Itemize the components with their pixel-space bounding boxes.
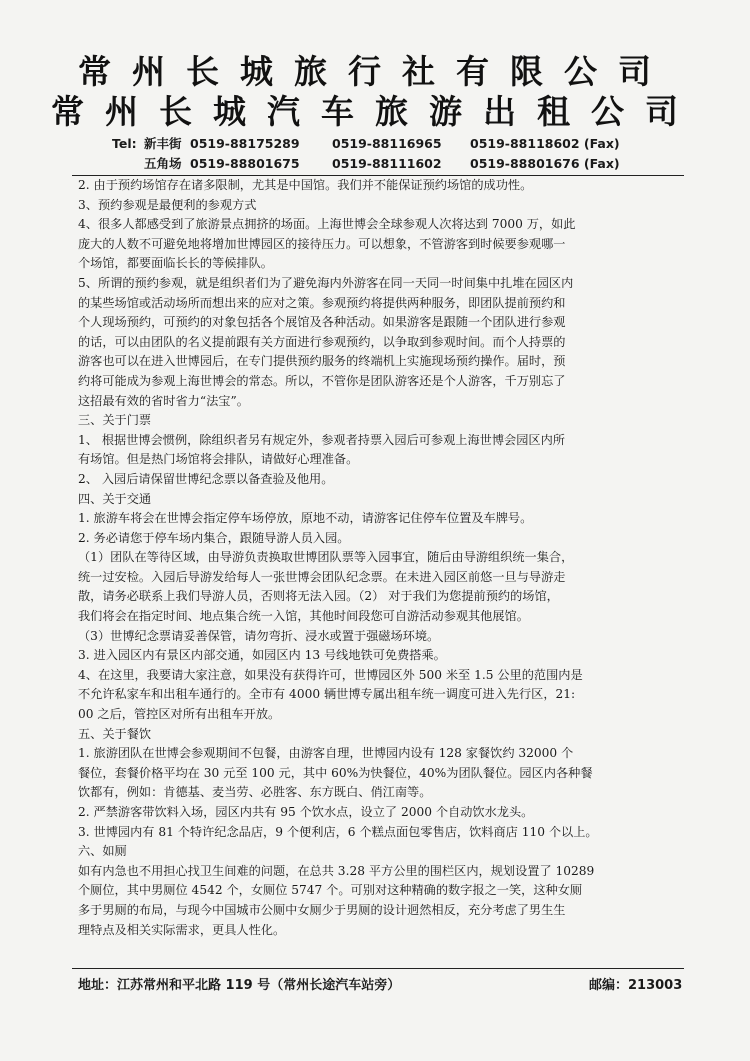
document-body <box>78 176 684 940</box>
body-line: 不允许私家车和出租车通行的。全市有 4000 辆世博专属出租车统一调度可进入先行区，21: <box>78 687 576 702</box>
body-line: 的话，可以由团队的名义提前跟有关方面进行参观预约，以争取到参观时间。而个人持票的 <box>78 334 566 349</box>
company-name-line1: 常州长城旅行社有限公司 <box>78 52 672 91</box>
body-line: 个人现场预约，可预约的对象包括各个展馆及各种活动。如果游客是跟随一个团队进行参观 <box>78 315 566 330</box>
body-line: （1）团队在等待区域，由导游负责换取世博团队票等入园事宜，随后由导游组织统一集合， <box>78 550 574 565</box>
body-line: 四、关于交通 <box>78 491 152 506</box>
phone-number: 0519-88175289 <box>190 136 300 151</box>
body-line: 5、所谓的预约参观，就是组织者们为了避免海内外游客在同一天同一时间集中扎堆在园区内 <box>78 275 574 290</box>
body-line: 2. 务必请您于停车场内集合，跟随导游人员入园。 <box>78 530 350 545</box>
body-line: 3、预约参观是最便利的参观方式 <box>78 197 257 212</box>
phone-number: 0519-88116965 <box>332 136 442 151</box>
body-line: 多于男厕的布局，与现今中国城市公厕中女厕少于男厕的设计迥然相反，充分考虑了男生生 <box>78 902 566 917</box>
body-line: 个场馆，都要面临长长的等候排队。 <box>78 256 273 271</box>
body-line: 个厕位，其中男厕位 4542 个，女厕位 5747 个。可别对这种精确的数字报之一笑，这种女厕 <box>78 883 583 898</box>
body-line: 六、如厕 <box>78 844 127 859</box>
body-line: 1、 根据世博会惯例，除组织者另有规定外，参观者持票入园后可参观上海世博会园区内所 <box>78 432 565 447</box>
body-line: 1. 旅游车将会在世博会指定停车场停放，原地不动，请游客记住停车位置及车牌号。 <box>78 511 533 526</box>
body-line: 游客也可以在进入世博园后，在专门提供预约服务的终端机上实施现场预约操作。届时，预 <box>78 354 566 369</box>
body-line: 3. 世博园内有 81 个特许纪念品店，9 个便利店，6 个糕点面包零售店，饮料商店 110 个以上。 <box>78 824 598 839</box>
body-line: 餐位，套餐价格平均在 30 元至 100 元，其中 60%为快餐位，40%为团队餐位。园区内各种餐 <box>78 765 593 780</box>
body-line: 的某些场馆或活动场所而想出来的应对之策。参观预约将提供两种服务，即团队提前预约和 <box>78 295 566 310</box>
body-line: 这招最有效的省时省力“法宝”。 <box>78 393 249 408</box>
company-name-line2: 常州长城汽车旅游出租公司 <box>51 92 699 131</box>
branch-name: 新丰街 <box>144 136 182 151</box>
footer-divider <box>72 968 684 969</box>
phone-number: 0519-88111602 <box>332 156 442 171</box>
body-line: 五、关于餐饮 <box>78 726 152 741</box>
body-line: （3）世博纪念票请妥善保管，请勿弯折、浸水或置于强磁场环境。 <box>78 628 440 643</box>
body-line: 理特点及相关实际需求，更具人性化。 <box>78 922 286 937</box>
body-line: 三、关于门票 <box>78 413 152 428</box>
body-line: 我们将会在指定时间、地点集合统一入馆，其他时间段您可自游活动参观其他展馆。 <box>78 609 529 624</box>
body-line: 统一过安检。入园后导游发给每人一张世博会团队纪念票。在未进入园区前悠一旦与导游走 <box>78 569 566 584</box>
body-line: 约将可能成为参观上海世博会的常态。所以，不管你是团队游客还是个人游客，千万别忘了 <box>78 373 566 388</box>
body-line: 2. 由于预约场馆存在诸多限制，尤其是中国馆。我们并不能保证预约场馆的成功性。 <box>78 178 533 192</box>
body-line: 有场馆。但是热门场馆将会排队，请做好心理准备。 <box>78 452 359 467</box>
body-line: 庞大的人数不可避免地将增加世博园区的接待压力。可以想象，不管游客到时候要参观哪一 <box>78 236 566 251</box>
footer-address: 地址：江苏常州和平北路 119 号（常州长途汽车站旁） <box>78 978 401 993</box>
body-line: 如有内急也不用担心找卫生间难的问题，在总共 3.28 平方公里的围栏区内，规划设置了 10289 <box>78 863 595 878</box>
body-line: 00 之后，管控区对所有出租车开放。 <box>78 707 281 722</box>
fax-number: 0519-88118602 (Fax) <box>470 136 620 151</box>
body-line: 饮都有，例如：肯德基、麦当劳、必胜客、东方既白、俏江南等。 <box>78 785 432 800</box>
body-line: 3. 进入园区内有景区内部交通，如园区内 13 号线地铁可免费搭乘。 <box>78 648 446 663</box>
body-line: 4、在这里，我要请大家注意，如果没有获得许可，世博园区外 500 米至 1.5 公里的范围内是 <box>78 667 583 682</box>
tel-label: Tel: <box>112 136 137 151</box>
branch-name: 五角场 <box>144 156 182 171</box>
footer-postcode: 邮编：213003 <box>589 978 683 993</box>
phone-number: 0519-88801675 <box>190 156 300 171</box>
body-line: 2. 严禁游客带饮料入场，园区内共有 95 个饮水点，设立了 2000 个自动饮水龙头。 <box>78 805 534 819</box>
body-line: 2、 入园后请保留世博纪念票以备查验及他用。 <box>78 471 334 486</box>
body-line: 散，请务必联系上我们导游人员，否则将无法入园。（2） 对于我们为您提前预约的场馆， <box>78 589 559 604</box>
fax-number: 0519-88801676 (Fax) <box>470 156 620 171</box>
body-line: 1. 旅游团队在世博会参观期间不包餐，由游客自理，世博园内设有 128 家餐饮约 32000 个 <box>78 746 574 761</box>
body-line: 4、很多人都感受到了旅游景点拥挤的场面。上海世博会全球参观人次将达到 7000 万，如此 <box>78 217 576 232</box>
